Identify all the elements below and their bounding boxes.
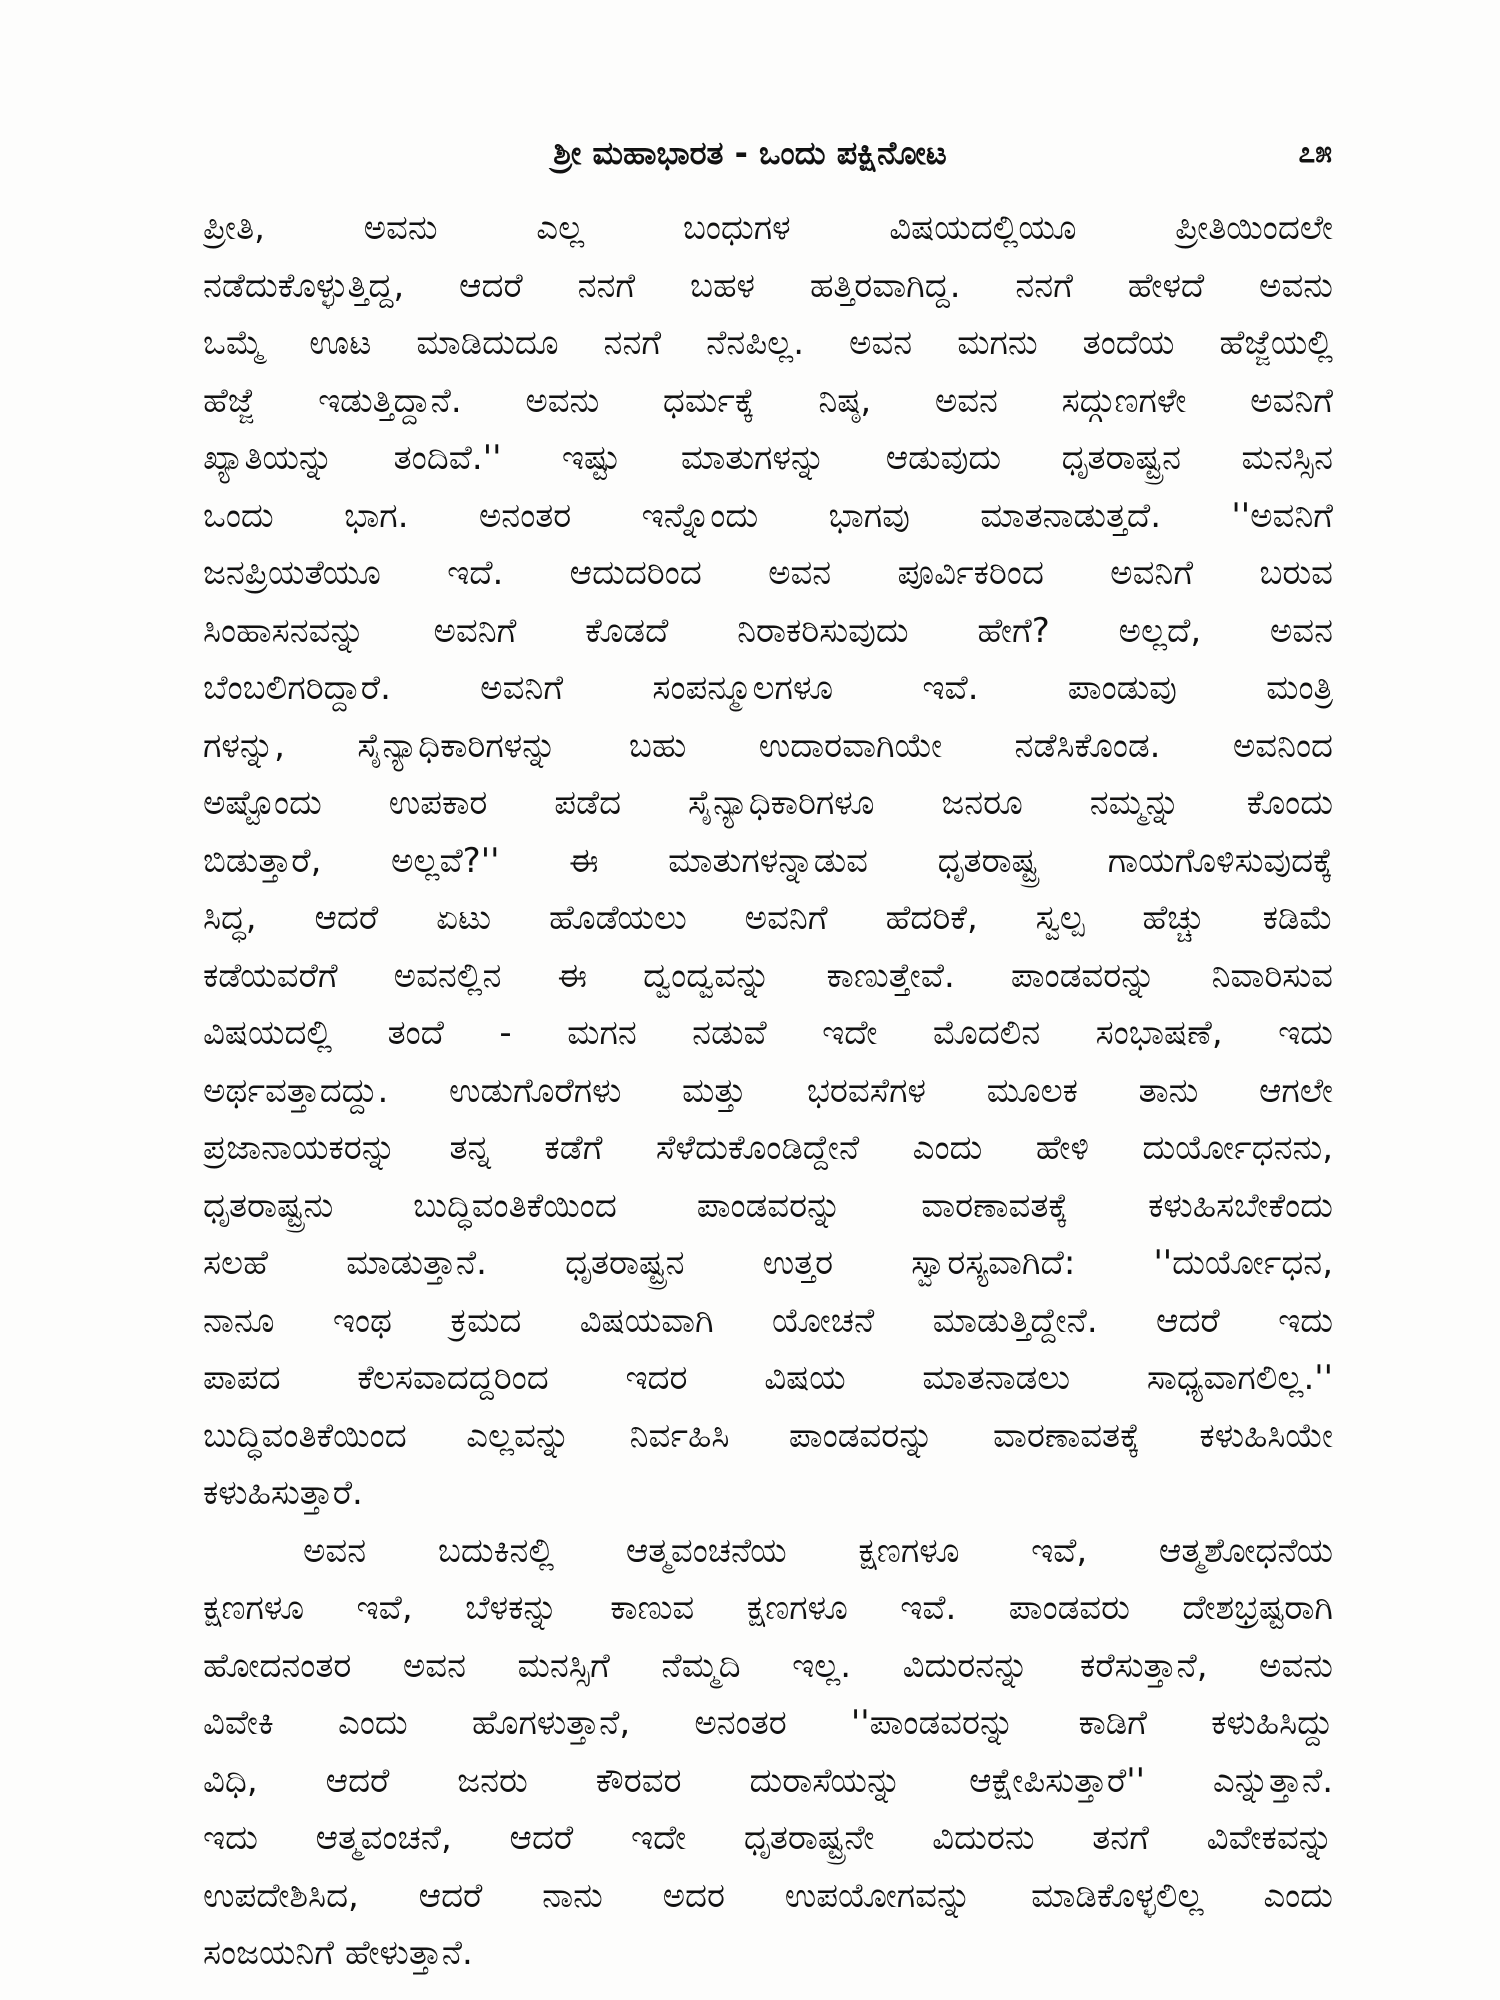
text-line: ಬಿಡುತ್ತಾರೆ, ಅಲ್ಲವೆ?'' ಈ ಮಾತುಗಳನ್ನಾಡುವ ಧೃತರಾಷ್ಟ್ರ ಗಾಯಗೊಳಿಸುವುದಕ್ಕೆ — [203, 840, 1333, 881]
text-line: ಬುದ್ಧಿವಂತಿಕೆಯಿಂದ ಎಲ್ಲವನ್ನು ನಿರ್ವಹಿಸಿ ಪಾಂಡವರನ್ನು ವಾರಣಾವತಕ್ಕೆ ಕಳುಹಿಸಿಯೇ — [203, 1415, 1333, 1456]
text-line: ಬೆಂಬಲಿಗರಿದ್ದಾರೆ. ಅವನಿಗೆ ಸಂಪನ್ಮೂಲಗಳೂ ಇವೆ. ಪಾಂಡುವು ಮಂತ್ರಿ — [203, 668, 1333, 708]
text-line: ಗಳನ್ನು, ಸೈನ್ಯಾಧಿಕಾರಿಗಳನ್ನು ಬಹು ಉದಾರವಾಗಿಯೇ ನಡೆಸಿಕೊಂಡ. ಅವನಿಂದ — [203, 725, 1333, 766]
text-line: ಜನಪ್ರಿಯತೆಯೂ ಇದೆ. ಆದುದರಿಂದ ಅವನ ಪೂರ್ವಿಕರಿಂದ ಅವನಿಗೆ ಬರುವ — [203, 553, 1333, 593]
text-line: ಅವನ ಬದುಕಿನಲ್ಲಿ ಆತ್ಮವಂಚನೆಯ ಕ್ಷಣಗಳೂ ಇವೆ, ಆತ್ಮಶೋಧನೆಯ — [303, 1530, 1333, 1571]
text-line: ಒಂದು ಭಾಗ. ಅನಂತರ ಇನ್ನೊಂದು ಭಾಗವು ಮಾತನಾಡುತ್ತದೆ. ''ಅವನಿಗೆ — [203, 495, 1333, 536]
text-line: ಅರ್ಥವತ್ತಾದದ್ದು. ಉಡುಗೊರೆಗಳು ಮತ್ತು ಭರವಸೆಗಳ ಮೂಲಕ ತಾನು ಆಗಲೇ — [203, 1070, 1333, 1111]
text-line: ನಡೆದುಕೊಳ್ಳುತ್ತಿದ್ದ, ಆದರೆ ನನಗೆ ಬಹಳ ಹತ್ತಿರವಾಗಿದ್ದ. ನನಗೆ ಹೇಳದೆ ಅವನು — [203, 265, 1333, 306]
text-line: ಕ್ಷಣಗಳೂ ಇವೆ, ಬೆಳಕನ್ನು ಕಾಣುವ ಕ್ಷಣಗಳೂ ಇವೆ. ಪಾಂಡವರು ದೇಶಭ್ರಷ್ಟರಾಗಿ — [203, 1588, 1333, 1628]
page-number: ೭೫ — [1298, 135, 1332, 170]
text-line: ವಿಷಯದಲ್ಲಿ ತಂದೆ - ಮಗನ ನಡುವೆ ಇದೇ ಮೊದಲಿನ ಸಂಭಾಷಣೆ, ಇದು — [203, 1013, 1333, 1053]
paragraph — [203, 1523, 1333, 1983]
text-line: ನಾನೂ ಇಂಥ ಕ್ರಮದ ವಿಷಯವಾಗಿ ಯೋಚನೆ ಮಾಡುತ್ತಿದ್ದೇನೆ. ಆದರೆ ಇದು — [203, 1300, 1333, 1341]
text-line: ಪಾಪದ ಕೆಲಸವಾದದ್ದರಿಂದ ಇದರ ವಿಷಯ ಮಾತನಾಡಲು ಸಾಧ್ಯವಾಗಲಿಲ್ಲ.'' — [203, 1358, 1333, 1398]
running-header-title: ಶ್ರೀ ಮಹಾಭಾರತ - ಒಂದು ಪಕ್ಷಿನೋಟ — [553, 134, 947, 172]
text-line: ವಿವೇಕಿ ಎಂದು ಹೊಗಳುತ್ತಾನೆ, ಅನಂತರ ''ಪಾಂಡವರನ್ನು ಕಾಡಿಗೆ ಕಳುಹಿಸಿದ್ದು — [203, 1703, 1333, 1743]
text-line: ಅಷ್ಟೊಂದು ಉಪಕಾರ ಪಡೆದ ಸೈನ್ಯಾಧಿಕಾರಿಗಳೂ ಜನರೂ ನಮ್ಮನ್ನು ಕೊಂದು — [203, 783, 1333, 823]
body-text — [203, 200, 1333, 1983]
text-line: ಇದು ಆತ್ಮವಂಚನೆ, ಆದರೆ ಇದೇ ಧೃತರಾಷ್ಟ್ರನೇ ವಿದುರನು ತನಗೆ ವಿವೇಕವನ್ನು — [203, 1818, 1333, 1858]
text-line: ಪ್ರೀತಿ, ಅವನು ಎಲ್ಲ ಬಂಧುಗಳ ವಿಷಯದಲ್ಲಿಯೂ ಪ್ರೀತಿಯಿಂದಲೇ — [203, 208, 1333, 248]
text-line: ವಿಧಿ, ಆದರೆ ಜನರು ಕೌರವರ ದುರಾಸೆಯನ್ನು ಆಕ್ಷೇಪಿಸುತ್ತಾರೆ'' ಎನ್ನುತ್ತಾನೆ. — [203, 1760, 1333, 1801]
text-line: ಸಿಂಹಾಸನವನ್ನು ಅವನಿಗೆ ಕೊಡದೆ ನಿರಾಕರಿಸುವುದು ಹೇಗೆ? ಅಲ್ಲದೆ, ಅವನ — [203, 610, 1333, 651]
text-line: ಕಳುಹಿಸುತ್ತಾರೆ. — [203, 1473, 363, 1513]
running-header — [0, 126, 1500, 180]
paragraph — [203, 200, 1333, 1523]
text-line: ಸಂಜಯನಿಗೆ ಹೇಳುತ್ತಾನೆ. — [203, 1933, 473, 1973]
text-line: ಸಲಹೆ ಮಾಡುತ್ತಾನೆ. ಧೃತರಾಷ್ಟ್ರನ ಉತ್ತರ ಸ್ವಾರಸ್ಯವಾಗಿದೆ: ''ದುರ್ಯೋಧನ, — [203, 1243, 1333, 1283]
text-line: ಹೆಜ್ಜೆ ಇಡುತ್ತಿದ್ದಾನೆ. ಅವನು ಧರ್ಮಕ್ಕೆ ನಿಷ್ಠ, ಅವನ ಸದ್ಗುಣಗಳೇ ಅವನಿಗೆ — [203, 380, 1333, 421]
text-line: ಉಪದೇಶಿಸಿದ, ಆದರೆ ನಾನು ಅದರ ಉಪಯೋಗವನ್ನು ಮಾಡಿಕೊಳ್ಳಲಿಲ್ಲ ಎಂದು — [203, 1875, 1333, 1916]
text-line: ಒಮ್ಮೆ ಊಟ ಮಾಡಿದುದೂ ನನಗೆ ನೆನಪಿಲ್ಲ. ಅವನ ಮಗನು ತಂದೆಯ ಹೆಜ್ಜೆಯಲ್ಲಿ — [203, 323, 1333, 363]
text-line: ಹೋದನಂತರ ಅವನ ಮನಸ್ಸಿಗೆ ನೆಮ್ಮದಿ ಇಲ್ಲ. ವಿದುರನನ್ನು ಕರೆಸುತ್ತಾನೆ, ಅವನು — [203, 1645, 1333, 1686]
text-line: ಧೃತರಾಷ್ಟ್ರನು ಬುದ್ಧಿವಂತಿಕೆಯಿಂದ ಪಾಂಡವರನ್ನು ವಾರಣಾವತಕ್ಕೆ ಕಳುಹಿಸಬೇಕೆಂದು — [203, 1185, 1333, 1226]
text-line: ಖ್ಯಾತಿಯನ್ನು ತಂದಿವೆ.'' ಇಷ್ಟು ಮಾತುಗಳನ್ನು ಆಡುವುದು ಧೃತರಾಷ್ಟ್ರನ ಮನಸ್ಸಿನ — [203, 438, 1333, 478]
text-line: ಕಡೆಯವರೆಗೆ ಅವನಲ್ಲಿನ ಈ ದ್ವಂದ್ವವನ್ನು ಕಾಣುತ್ತೇವೆ. ಪಾಂಡವರನ್ನು ನಿವಾರಿಸುವ — [203, 955, 1333, 996]
text-line: ಸಿದ್ಧ, ಆದರೆ ಏಟು ಹೊಡೆಯಲು ಅವನಿಗೆ ಹೆದರಿಕೆ, ಸ್ವಲ್ಪ ಹೆಚ್ಚು ಕಡಿಮೆ — [203, 898, 1333, 938]
text-line: ಪ್ರಜಾನಾಯಕರನ್ನು ತನ್ನ ಕಡೆಗೆ ಸೆಳೆದುಕೊಂಡಿದ್ದೇನೆ ಎಂದು ಹೇಳಿ ದುರ್ಯೋಧನನು, — [203, 1128, 1333, 1168]
